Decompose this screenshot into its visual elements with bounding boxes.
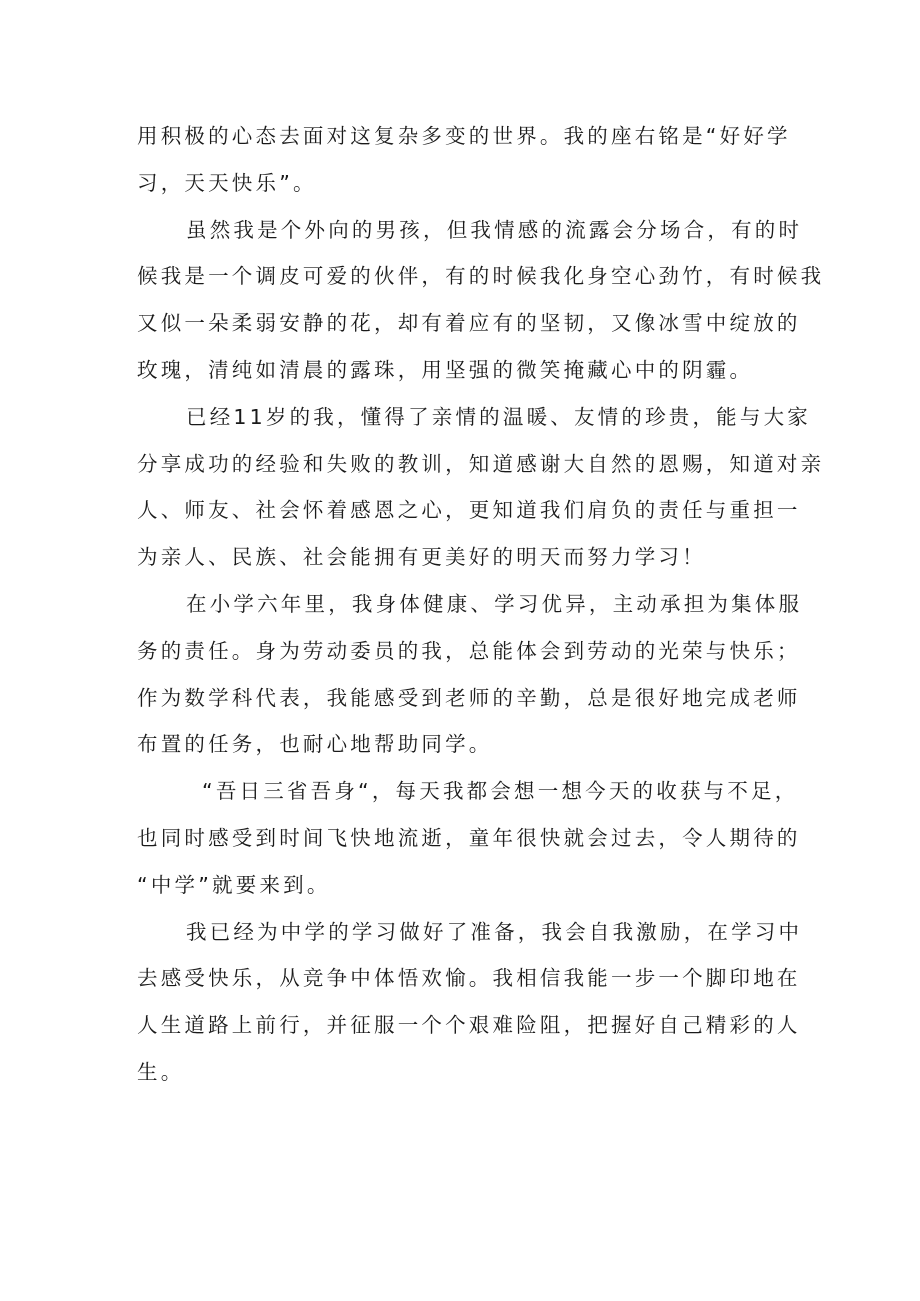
text-line: 虽然我是个外向的男孩，但我情感的流露会分场合，有的时 bbox=[186, 217, 803, 242]
text-line: 已经11岁的我，懂得了亲情的温暖、友情的珍贵，能与大家 bbox=[186, 404, 811, 429]
paragraph bbox=[137, 207, 825, 394]
text-line: 候我是一个调皮可爱的伙伴，有的时候我化身空心劲竹，有时候我 bbox=[137, 264, 825, 289]
paragraph bbox=[137, 581, 803, 768]
document-body bbox=[137, 113, 825, 1096]
text-line: 习，天天快乐”。 bbox=[137, 170, 317, 195]
text-line: 又似一朵柔弱安静的花，却有着应有的坚韧，又像冰雪中绽放的 bbox=[137, 311, 801, 336]
text-line: 去感受快乐，从竞争中体悟欢愉。我相信我能一步一个脚印地在 bbox=[137, 966, 801, 991]
text-line: 分享成功的经验和失败的教训，知道感谢大自然的恩赐，知道对亲 bbox=[137, 451, 825, 476]
text-line: 我已经为中学的学习做好了准备，我会自我激励，在学习中 bbox=[186, 919, 803, 944]
paragraph bbox=[137, 909, 803, 1096]
text-line: 人、师友、社会怀着感恩之心，更知道我们肩负的责任与重担一 bbox=[137, 498, 801, 523]
text-line: 用积极的心态去面对这复杂多变的世界。我的座右铭是“好好学 bbox=[137, 124, 791, 148]
text-line: 生。 bbox=[137, 1059, 185, 1084]
text-line: 为亲人、民族、社会能拥有更美好的明天而努力学习！ bbox=[137, 545, 706, 570]
text-line: 人生道路上前行，并征服一个个艰难险阻，把握好自己精彩的人 bbox=[137, 1013, 801, 1038]
text-line: 作为数学科代表，我能感受到老师的辛勤，总是很好地完成老师 bbox=[137, 685, 801, 710]
text-line: 在小学六年里，我身体健康、学习优异，主动承担为集体服 bbox=[186, 591, 803, 616]
paragraph bbox=[137, 768, 801, 908]
text-line: 务的责任。身为劳动委员的我，总能体会到劳动的光荣与快乐； bbox=[137, 638, 801, 663]
text-line: “中学”就要来到。 bbox=[137, 872, 331, 897]
text-line: “吾日三省吾身“，每天我都会想一想今天的收获与不足， bbox=[202, 779, 799, 804]
paragraph bbox=[137, 113, 797, 207]
text-line: 也同时感受到时间飞快地流逝，童年很快就会过去，令人期待的 bbox=[137, 825, 801, 850]
text-line: 玫瑰，清纯如清晨的露珠，用坚强的微笑掩藏心中的阴霾。 bbox=[137, 357, 754, 382]
paragraph bbox=[137, 394, 825, 581]
text-line: 布置的任务，也耐心地帮助同学。 bbox=[137, 732, 493, 757]
